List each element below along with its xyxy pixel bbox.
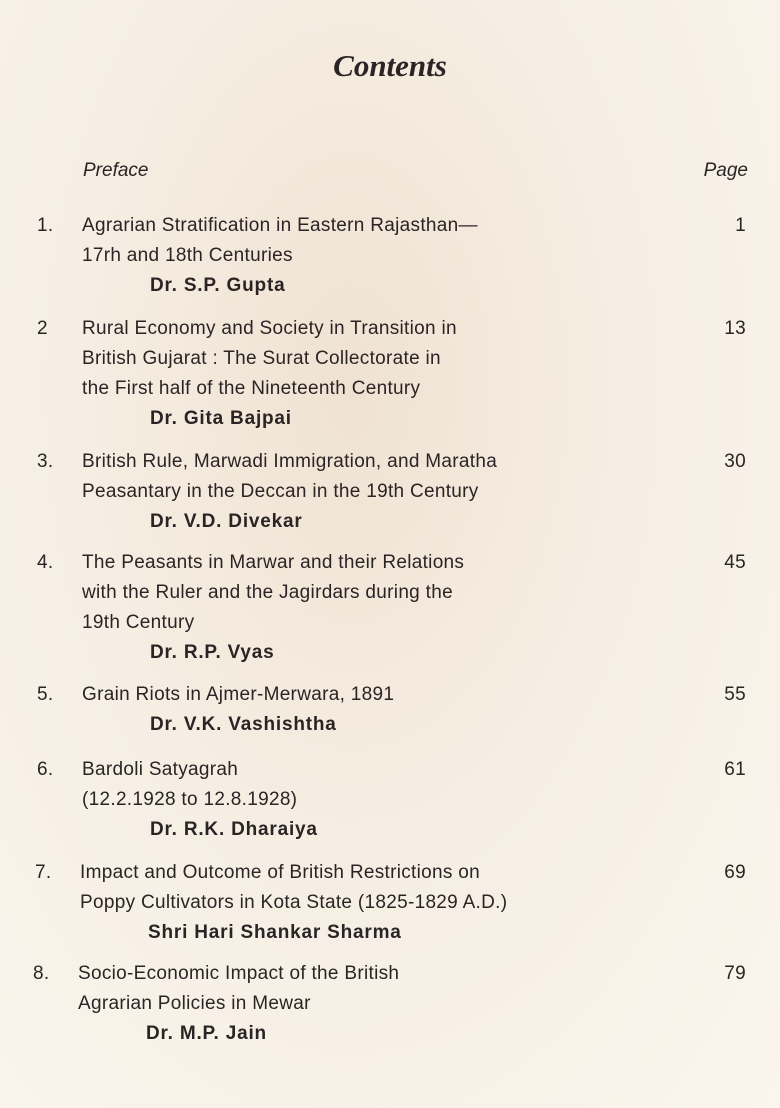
entry-body bbox=[82, 314, 457, 434]
entry-author: Shri Hari Shankar Sharma bbox=[148, 922, 402, 943]
entry-title-line: 19th Century bbox=[82, 612, 195, 633]
entry-body bbox=[82, 211, 478, 301]
entry-number: 1. bbox=[37, 215, 54, 236]
entry-title-line: (12.2.1928 to 12.8.1928) bbox=[82, 789, 298, 810]
entry-title-line: Poppy Cultivators in Kota State (1825-1829 A.D.) bbox=[80, 892, 508, 913]
entry-number: 4. bbox=[37, 552, 54, 573]
entry-page-number: 30 bbox=[724, 451, 746, 472]
entry-number: 5. bbox=[37, 684, 54, 705]
entry-body bbox=[78, 959, 399, 1049]
entry-page-number: 69 bbox=[724, 862, 746, 883]
entry-title-line: British Gujarat : The Surat Collectorate in bbox=[82, 348, 441, 369]
entry-title-line: with the Ruler and the Jagirdars during the bbox=[82, 582, 453, 603]
entry-title-line: Grain Riots in Ajmer-Merwara, 1891 bbox=[82, 684, 395, 705]
preface-label: Preface bbox=[83, 160, 149, 181]
entry-title-line: Impact and Outcome of British Restrictions on bbox=[80, 862, 480, 883]
entry-number: 6. bbox=[37, 759, 54, 780]
entry-author: Dr. Gita Bajpai bbox=[150, 408, 292, 429]
entry-number: 3. bbox=[37, 451, 54, 472]
entry-title-line: Peasantary in the Deccan in the 19th Century bbox=[82, 481, 479, 502]
page-title: Contents bbox=[333, 48, 447, 83]
entry-page-number: 55 bbox=[724, 684, 746, 705]
entry-page-number: 61 bbox=[724, 759, 746, 780]
entry-title-line: British Rule, Marwadi Immigration, and Maratha bbox=[82, 451, 498, 472]
entry-number: 2 bbox=[37, 318, 48, 339]
entry-number: 7. bbox=[35, 862, 52, 883]
entry-author: Dr. V.K. Vashishtha bbox=[150, 714, 337, 735]
entry-body bbox=[82, 680, 394, 740]
entry-title-line: Agrarian Stratification in Eastern Rajasthan— bbox=[82, 215, 478, 236]
entry-author: Dr. M.P. Jain bbox=[146, 1023, 267, 1044]
entry-page-number: 79 bbox=[724, 963, 746, 984]
entry-author: Dr. V.D. Divekar bbox=[150, 511, 303, 532]
entry-title-line: Socio-Economic Impact of the British bbox=[78, 963, 400, 984]
entry-page-number: 45 bbox=[724, 552, 746, 573]
entry-body bbox=[82, 447, 497, 537]
entry-page-number: 1 bbox=[735, 215, 746, 236]
entry-number: 8. bbox=[33, 963, 50, 984]
entry-title-line: Bardoli Satyagrah bbox=[82, 759, 239, 780]
entry-title-line: Rural Economy and Society in Transition in bbox=[82, 318, 457, 339]
page-column-header: Page bbox=[703, 160, 748, 181]
entry-body bbox=[82, 755, 318, 845]
entry-title-line: Agrarian Policies in Mewar bbox=[78, 993, 311, 1014]
entry-title-line: 17rh and 18th Centuries bbox=[82, 245, 293, 266]
entry-author: Dr. S.P. Gupta bbox=[150, 275, 286, 296]
entry-body bbox=[82, 548, 464, 668]
entry-author: Dr. R.K. Dharaiya bbox=[150, 819, 318, 840]
entry-page-number: 13 bbox=[724, 318, 746, 339]
entry-title-line: The Peasants in Marwar and their Relations bbox=[82, 552, 465, 573]
entry-author: Dr. R.P. Vyas bbox=[150, 642, 275, 663]
entry-body bbox=[80, 858, 507, 948]
entry-title-line: the First half of the Nineteenth Century bbox=[82, 378, 421, 399]
